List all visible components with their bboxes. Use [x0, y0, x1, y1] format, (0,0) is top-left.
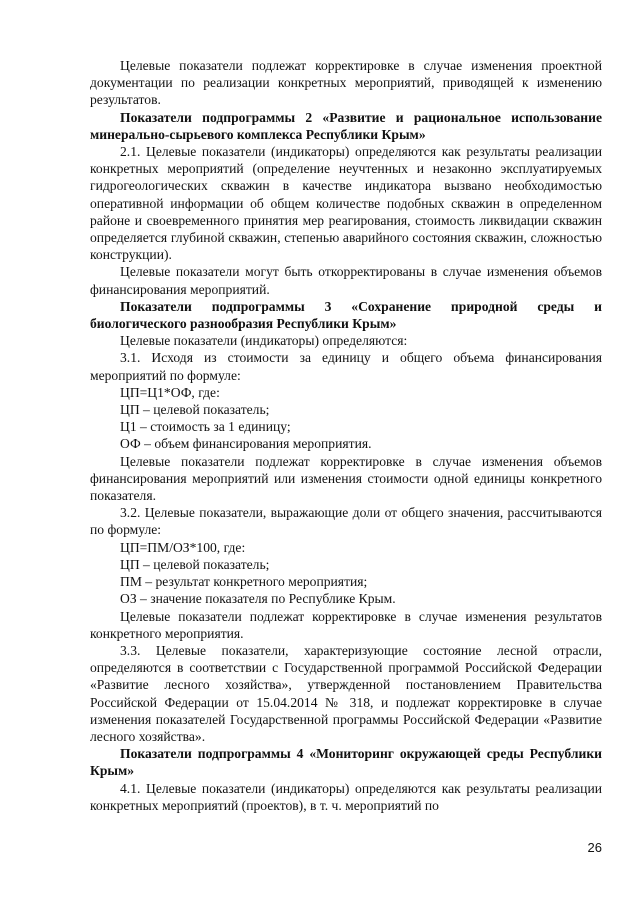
formula-line: ЦП=Ц1*ОФ, где: [120, 384, 220, 400]
section-heading-subprogram-3: Показатели подпрограммы 3 «Сохранение природной среды и биологического разнообразия Республики Крым» [90, 298, 602, 332]
formula-definition: ЦП – целевой показатель; [120, 402, 270, 418]
paragraph: 3.2. Целевые показатели, выражающие доли от общего значения, рассчитываются по формуле: [90, 505, 602, 538]
formula-definition: ОЗ – значение показателя по Республике Крым. [120, 591, 396, 607]
paragraph: Целевые показатели могут быть откорректированы в случае изменения объемов финансирования мероприятий. [90, 264, 602, 297]
paragraph: 3.1. Исходя из стоимости за единицу и общего объема финансирования мероприятий по формуле: [90, 350, 602, 383]
page-number: 26 [587, 840, 602, 855]
paragraph: Целевые показатели подлежат корректировке в случае изменения объемов финансирования мероприятий или изменения стоимости одной единицы конкретного показателя. [90, 453, 602, 504]
formula-definition: ЦП – целевой показатель; [120, 556, 270, 572]
section-heading-subprogram-4: Показатели подпрограммы 4 «Мониторинг окружающей среды Республики Крым» [90, 746, 602, 779]
paragraph: 2.1. Целевые показатели (индикаторы) определяются как результаты реализации конкретных мероприятий (определение неучтенных и незаконно эксплуатируемых гидрогеологических скважин в качестве индикатора вызвано необходимостью оперативной информации об общем количестве подобных скважин в определенном районе и своевременного принятия мер реагирования, стоимость ликвидации скважин определяется глубиной скважин, степенью аварийного состояния скважин, сложностью конструкции). [90, 144, 602, 263]
paragraph: 4.1. Целевые показатели (индикаторы) определяются как результаты реализации конкретных мероприятий (проектов), в т. ч. мероприятий по [90, 780, 602, 813]
paragraph: Целевые показатели подлежат корректировке в случае изменения результатов конкретного мероприятия. [90, 608, 602, 641]
formula-definition: ОФ – объем финансирования мероприятия. [120, 436, 372, 452]
formula-definition: Ц1 – стоимость за 1 единицу; [120, 419, 291, 435]
paragraph: Целевые показатели подлежат корректировке в случае изменения проектной документации по реализации конкретных мероприятий, приводящей к изменению результатов. [90, 58, 602, 108]
paragraph: Целевые показатели (индикаторы) определяются: [120, 333, 408, 349]
formula-line: ЦП=ПМ/ОЗ*100, где: [120, 539, 246, 555]
formula-definition: ПМ – результат конкретного мероприятия; [120, 574, 368, 590]
paragraph: 3.3. Целевые показатели, характеризующие состояние лесной отрасли, определяются в соответствии с Государственной программой Российской Федерации «Развитие лесного хозяйства», утвержденной постановлением Правительства Российской Федерации от 15.04.2014 № 318, и подлежат корректировке в случае изменения показателей Государственной программы Российской Федерации «Развитие лесного хозяйства». [90, 642, 602, 744]
section-heading-subprogram-2: Показатели подпрограммы 2 «Развитие и рациональное использование минерально-сырьевого комплекса Республики Крым» [90, 109, 602, 142]
